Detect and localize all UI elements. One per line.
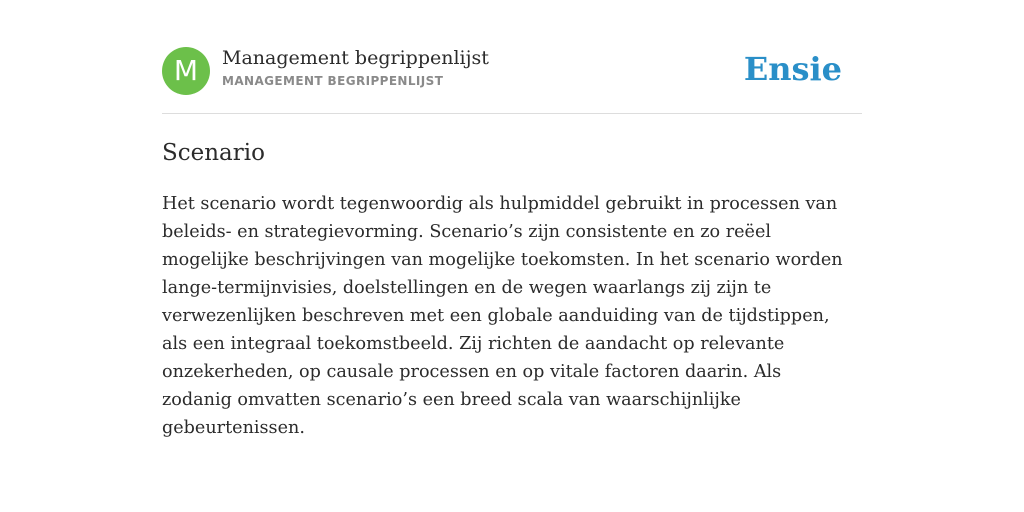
source-title-link[interactable]: Management begrippenlijst [222,47,489,69]
header-divider [162,113,862,114]
source-avatar[interactable]: M [162,47,210,95]
source-subtitle: MANAGEMENT BEGRIPPENLIJST [222,74,444,88]
term-definition: Het scenario wordt tegenwoordig als hulpmiddel gebruikt in processen van beleids- en strategievorming. Scenario’s zijn consistente en zo reëel mogelijke beschrijvingen van mogelijke toekomsten. In het scenario worden lange-termijnvisies, doelstellingen en de wegen waarlangs zij zijn te verwezenlijken beschreven met een globale aanduiding van de tijdstippen, als een integraal toekomstbeeld. Zij richten de aandacht op relevante onzekerheden, op causale processen en op vitale factoren daarin. Als zodanig omvatten scenario’s een breed scala van waarschijnlijke gebeurtenissen. [162,194,843,438]
source-block [222,46,489,88]
header [162,46,862,96]
term-title: Scenario [162,140,265,166]
ensie-logo[interactable]: Ensie [743,50,842,88]
